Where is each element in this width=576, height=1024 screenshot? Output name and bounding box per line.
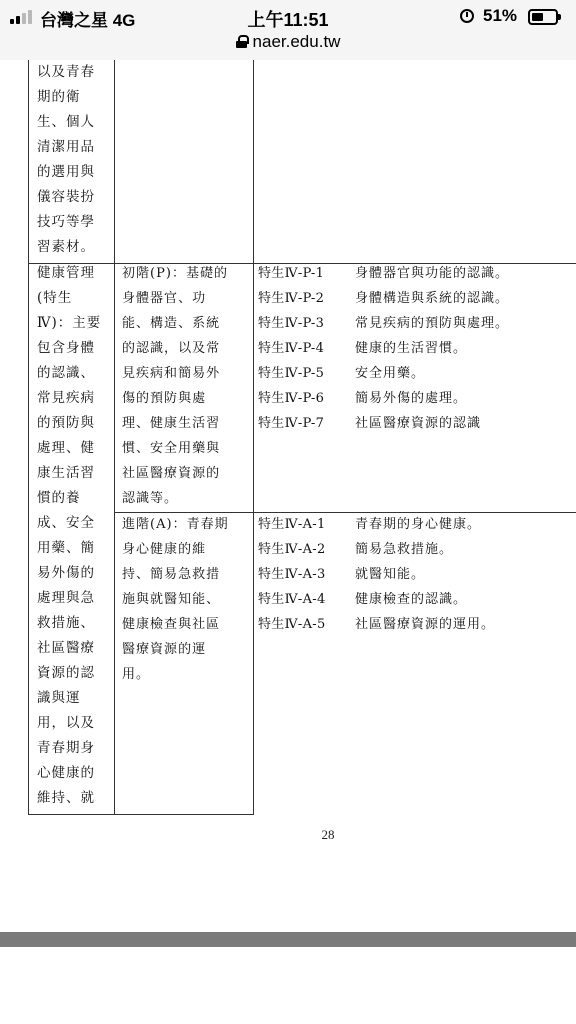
indicator-row [258, 512, 576, 537]
cell-line: 維持、就 [37, 790, 95, 806]
url-text: naer.edu.tw [252, 32, 341, 51]
p-level-cell [122, 261, 248, 511]
cell-line: 成、安全 [37, 515, 95, 531]
cell-line: 技巧等學 [37, 214, 95, 230]
cell-line: 康生活習 [37, 465, 95, 481]
cell-line: 的認識、 [37, 365, 95, 381]
cell-line: 傷的預防與處 [122, 391, 207, 406]
indicator-text: 社區醫療資源的運用。 [355, 617, 496, 632]
cell-line: 施與就醫知能、 [122, 592, 221, 607]
carrier-name: 台灣之星 4G [40, 11, 136, 30]
col1-top-cell [37, 60, 115, 260]
cell-line: 身體器官、功 [122, 291, 207, 306]
indicator-row [258, 261, 576, 286]
cell-line: 慣的養 [37, 490, 81, 506]
indicator-code: 特生Ⅳ-P-5 [258, 366, 325, 381]
indicator-text: 社區醫療資源的認識 [355, 416, 482, 431]
indicator-text: 身體構造與系統的認識。 [355, 291, 510, 306]
address-bar[interactable] [0, 32, 576, 52]
table-border-left [28, 60, 29, 815]
indicator-code: 特生Ⅳ-P-4 [258, 341, 325, 356]
page-number: 28 [321, 827, 335, 842]
cell-line: 健康檢查與社區 [122, 617, 221, 632]
indicator-row [258, 311, 576, 336]
indicator-row [258, 612, 576, 637]
cell-line: 身心健康的維 [122, 542, 207, 557]
cell-line: 處理、健 [37, 440, 95, 456]
cell-line: 持、簡易急救措 [122, 567, 221, 582]
cell-line: 社區醫療 [37, 640, 95, 656]
a-level-cell [122, 512, 248, 687]
indicator-row [258, 537, 576, 562]
indicator-row [258, 336, 576, 361]
indicator-code: 特生Ⅳ-P-3 [258, 316, 325, 331]
cell-line: 的選用與 [37, 164, 95, 180]
indicator-row [258, 286, 576, 311]
cell-line: 進階(A)：青春期 [122, 517, 229, 532]
indicator-code: 特生Ⅳ-P-1 [258, 266, 325, 281]
indicator-row [258, 587, 576, 612]
indicator-text: 簡易急救措施。 [355, 542, 454, 557]
cell-line: 社區醫療資源的 [122, 466, 221, 481]
cell-line: 儀容裝扮 [37, 189, 95, 205]
indicator-text: 健康檢查的認識。 [355, 592, 468, 607]
cell-line: 的預防與 [37, 415, 95, 431]
cell-line: 用。 [122, 667, 151, 682]
cell-line: 期的衛 [37, 89, 81, 105]
indicator-code: 特生Ⅳ-A-2 [258, 542, 326, 557]
indicator-code: 特生Ⅳ-A-5 [258, 617, 326, 632]
table-border-bottom [28, 814, 254, 815]
indicator-text: 常見疾病的預防與處理。 [355, 316, 510, 331]
cell-line: 資源的認 [37, 665, 95, 681]
indicator-text: 健康的生活習慣。 [355, 341, 468, 356]
cell-line: (特生 [37, 290, 73, 306]
indicator-code: 特生Ⅳ-P-7 [258, 416, 325, 431]
cell-line: 醫療資源的運 [122, 642, 207, 657]
indicator-code: 特生Ⅳ-P-6 [258, 391, 325, 406]
indicator-text: 安全用藥。 [355, 366, 426, 381]
cell-line: 用藥、簡 [37, 540, 95, 556]
cell-line: 見疾病和簡易外 [122, 366, 221, 381]
status-bar [0, 0, 576, 60]
lock-icon [236, 35, 247, 48]
cell-line: 救措施、 [37, 615, 95, 631]
cell-line: 以及青春 [37, 64, 95, 80]
indicator-code: 特生Ⅳ-A-1 [258, 517, 326, 532]
cell-line: 心健康的 [37, 765, 95, 781]
clock-time: 上午11:51 [247, 10, 329, 30]
indicator-text: 就醫知能。 [355, 567, 426, 582]
table-divider-2 [253, 60, 254, 815]
cell-line: 習素材。 [37, 239, 95, 255]
indicator-code: 特生Ⅳ-A-3 [258, 567, 326, 582]
indicator-row [258, 562, 576, 587]
cell-line: 慣、安全用藥與 [122, 441, 221, 456]
battery-icon [528, 9, 558, 25]
cell-line: 識與運 [37, 690, 81, 706]
indicator-row [258, 386, 576, 411]
cell-line: 認識等。 [122, 491, 179, 506]
cell-line: 初階(P)：基礎的 [122, 266, 228, 281]
cell-line: Ⅳ)：主要 [37, 315, 102, 331]
cell-line: 能、構造、系統 [122, 316, 221, 331]
battery-percent: 51% [483, 6, 518, 25]
bottom-toolbar [0, 932, 576, 947]
cell-line: 健康管理 [37, 265, 95, 281]
cell-line: 生、個人 [37, 114, 95, 130]
cell-line: 用，以及 [37, 715, 95, 731]
cell-line: 易外傷的 [37, 565, 95, 581]
cell-line: 包含身體 [37, 340, 95, 356]
cell-line: 的認識，以及常 [122, 341, 221, 356]
indicator-code: 特生Ⅳ-P-2 [258, 291, 325, 306]
a-items-cell [258, 512, 576, 637]
indicator-code: 特生Ⅳ-A-4 [258, 592, 326, 607]
cell-line: 清潔用品 [37, 139, 95, 155]
p-items-cell [258, 261, 576, 436]
indicator-text: 青春期的身心健康。 [355, 517, 482, 532]
curriculum-table [28, 60, 576, 815]
indicator-row [258, 411, 576, 436]
cell-line: 理、健康生活習 [122, 416, 221, 431]
health-management-cell [37, 261, 115, 811]
indicator-row [258, 361, 576, 386]
cell-line: 青春期身 [37, 740, 95, 756]
indicator-text: 身體器官與功能的認識。 [355, 266, 510, 281]
cell-line: 處理與急 [37, 590, 95, 606]
cell-line: 常見疾病 [37, 390, 95, 406]
indicator-text: 簡易外傷的處理。 [355, 391, 468, 406]
alarm-icon [460, 9, 474, 23]
